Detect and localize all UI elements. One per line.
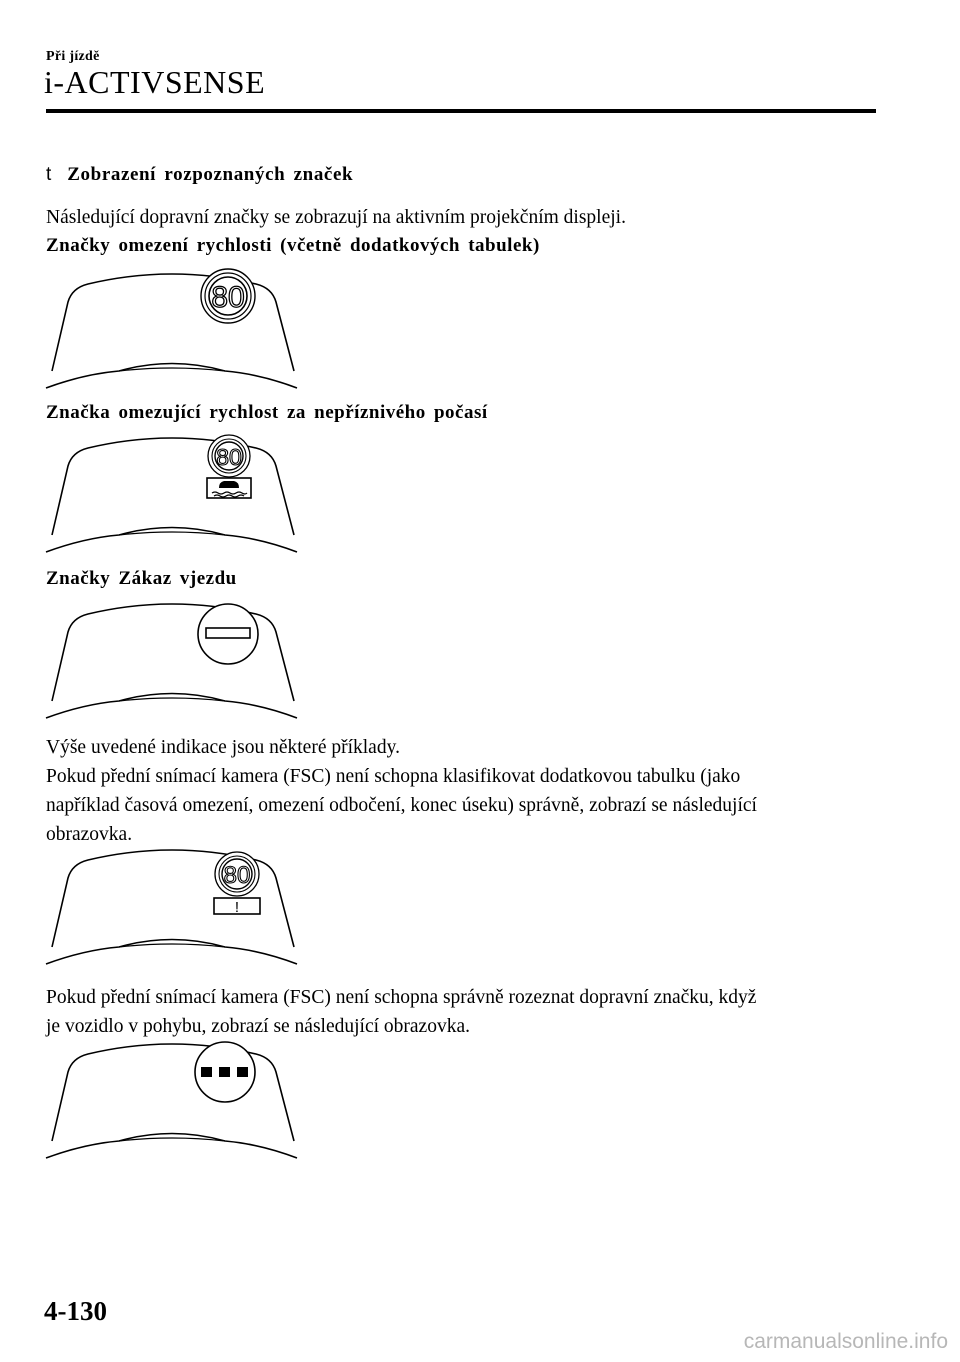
unclassified-text-line1: Pokud přední snímací kamera (FSC) není schopna klasifikovat dodatkovou tabulku (jako (46, 766, 741, 787)
hud-unrecognized-sign-illustration (44, 1036, 300, 1162)
exclamation-mark: ! (234, 899, 240, 916)
intro-text: Následující dopravní značky se zobrazují na aktivním projekčním displeji. (46, 207, 626, 228)
unrecognized-text-line1: Pokud přední snímací kamera (FSC) není schopna správně rozeznat dopravní značku, když (46, 987, 757, 1008)
exclamation-plate-icon (214, 898, 260, 916)
section-heading (46, 164, 353, 186)
hud-weather-limit-illustration (44, 430, 300, 556)
speed-limit-80-icon (215, 852, 259, 896)
hud-unclassified-plate-illustration (44, 842, 300, 968)
subheading-speed-limit: Značky omezení rychlosti (včetně dodatkových tabulek) (46, 235, 540, 256)
svg-text:80: 80 (216, 444, 242, 470)
no-entry-icon (198, 604, 258, 664)
unclassified-text-line3: obrazovka. (46, 824, 133, 845)
unrecognized-sign-icon (195, 1042, 255, 1102)
examples-note: Výše uvedené indikace jsou některé příklady. (46, 737, 400, 758)
unclassified-text-line2: například časová omezení, omezení odbočení, konec úseku) správně, zobrazí se následující (46, 795, 757, 816)
title-rule (46, 109, 876, 113)
subheading-weather-limit: Značka omezující rychlost za nepříznivého počasí (46, 402, 488, 423)
page-title: i-ACTIVSENSE (44, 64, 266, 100)
bullet-icon: t (46, 164, 52, 185)
svg-text:80: 80 (223, 862, 251, 889)
hud-speed-limit-illustration (44, 266, 300, 392)
page-number: 4-130 (44, 1296, 107, 1326)
slippery-road-icon (207, 478, 251, 498)
speed-value: 80 (211, 281, 245, 314)
section-heading-text: Zobrazení rozpoznaných značek (67, 164, 354, 185)
watermark-text: carmanualsonline.info (743, 1330, 948, 1353)
hud-no-entry-illustration (44, 596, 300, 722)
speed-limit-80-icon (201, 269, 255, 323)
subheading-no-entry: Značky Zákaz vjezdu (46, 568, 237, 589)
unrecognized-text-line2: je vozidlo v pohybu, zobrazí se následující obrazovka. (46, 1016, 470, 1037)
section-label: Při jízdě (46, 49, 100, 64)
speed-limit-80-icon (208, 435, 250, 477)
